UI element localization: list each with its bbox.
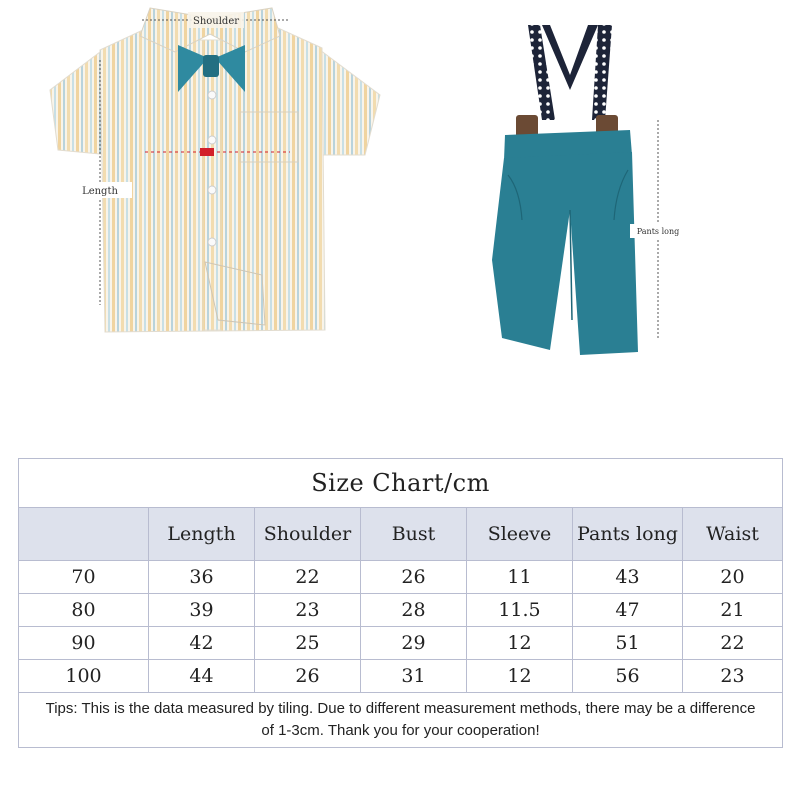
table-cell: 56 [573,660,683,693]
tips-note: Tips: This is the data measured by tiling. Due to different measurement methods, there may be a difference of 1-3cm. Thank you for your cooperation! [19,693,783,748]
shirt-image [40,0,400,350]
size-chart-title: Size Chart/cm [19,459,783,508]
length-label: Length [82,186,118,197]
table-row [19,561,783,594]
pants-image [480,20,700,360]
shoulder-label: Shoulder [192,16,240,27]
table-cell: 21 [683,594,783,627]
table-cell: 22 [683,627,783,660]
table-cell: 12 [467,660,573,693]
table-cell: 12 [467,627,573,660]
table-cell: 70 [19,561,149,594]
header-cell-length: Length [149,508,255,561]
table-cell: 11 [467,561,573,594]
table-cell: 23 [255,594,361,627]
table-cell: 28 [361,594,467,627]
table-cell: 26 [361,561,467,594]
pants-long-label: Pants long [636,227,680,236]
table-cell: 26 [255,660,361,693]
table-cell: 51 [573,627,683,660]
table-cell: 22 [255,561,361,594]
table-cell: 44 [149,660,255,693]
table-cell: 20 [683,561,783,594]
table-cell: 47 [573,594,683,627]
header-cell-sleeve: Sleeve [467,508,573,561]
size-chart-table [18,458,783,748]
header-cell-waist: Waist [683,508,783,561]
table-row [19,627,783,660]
header-cell-size [19,508,149,561]
table-cell: 36 [149,561,255,594]
table-cell: 11.5 [467,594,573,627]
table-cell: 43 [573,561,683,594]
table-cell: 31 [361,660,467,693]
header-cell-bust: Bust [361,508,467,561]
table-cell: 100 [19,660,149,693]
table-cell: 25 [255,627,361,660]
table-cell: 39 [149,594,255,627]
table-cell: 80 [19,594,149,627]
header-cell-shoulder: Shoulder [255,508,361,561]
table-cell: 23 [683,660,783,693]
table-cell: 29 [361,627,467,660]
table-header-row [19,508,783,561]
table-cell: 90 [19,627,149,660]
table-cell: 42 [149,627,255,660]
table-row [19,594,783,627]
table-row [19,660,783,693]
header-cell-pants-long: Pants long [573,508,683,561]
